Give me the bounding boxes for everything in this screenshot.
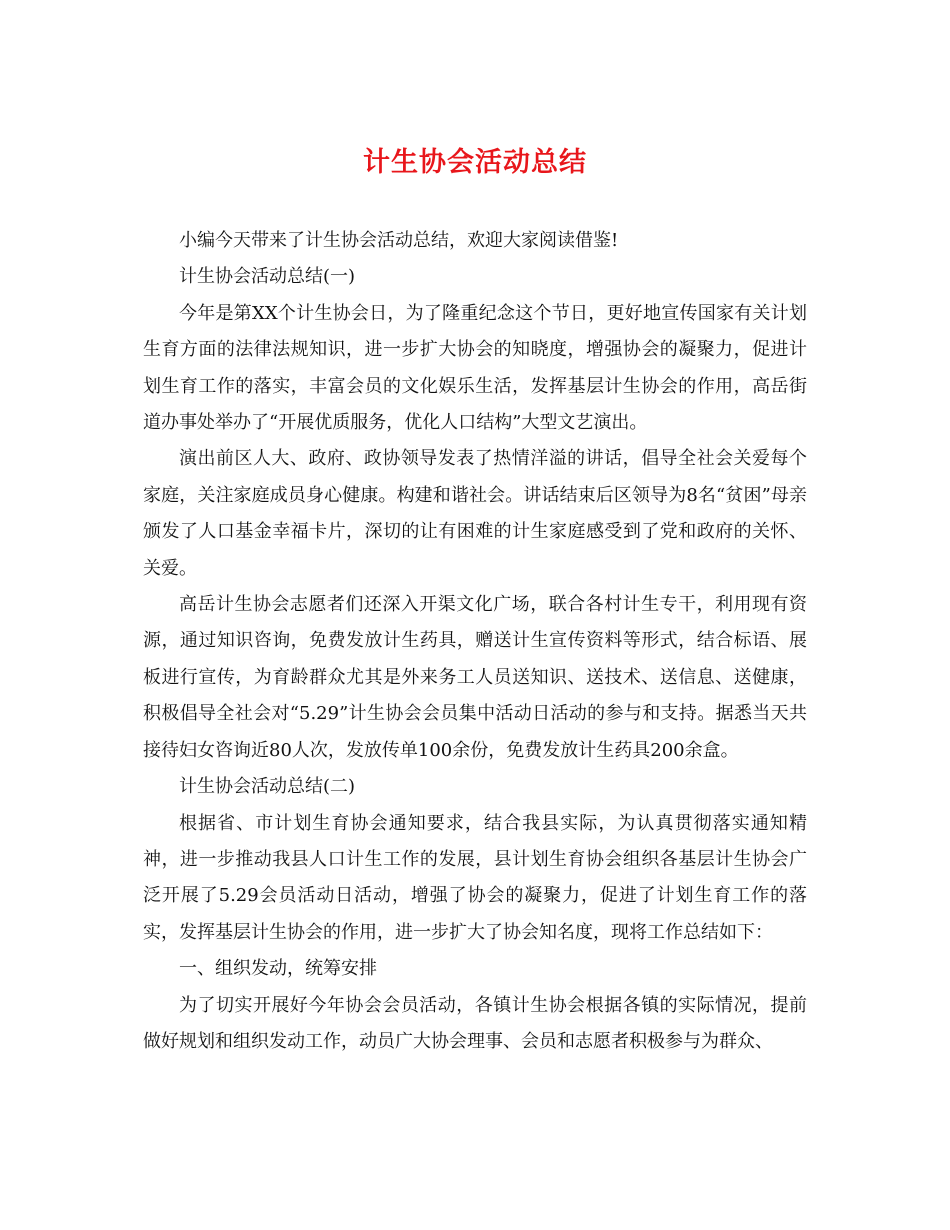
section-heading-two: 计生协会活动总结(二) (179, 776, 356, 798)
section-heading-one: 计生协会活动总结(一) (179, 266, 356, 288)
document-title: 计生协会活动总结 (363, 147, 587, 178)
paragraph-intro: 小编今天带来了计生协会活动总结，欢迎大家阅读借鉴! (179, 230, 619, 251)
document-body (143, 223, 807, 1060)
paragraph: 根据省、市计划生育协会通知要求，结合我县实际，为认真贯彻落实通知精神，进一步推动我县人口计生工作的发展，县计划生育协会组织各基层计生协会广泛开展了5.29会员活动日活动，增强了协会的凝聚力，促进了计划生育工作的落实，发挥基层计生协会的作用，进一步扩大了协会知名度，现将工作总结如下： (143, 812, 807, 943)
paragraph: 为了切实开展好今年协会会员活动，各镇计生协会根据各镇的实际情况，提前做好规划和组织发动工作，动员广大协会理事、会员和志愿者积极参与为群众、 (143, 994, 807, 1052)
paragraph: 今年是第XX个计生协会日，为了隆重纪念这个节日，更好地宣传国家有关计划生育方面的法律法规知识，进一步扩大协会的知晓度，增强协会的凝聚力，促进计划生育工作的落实，丰富会员的文化娱乐生活，发挥基层计生协会的作用，高岳街道办事处举办了“开展优质服务，优化人口结构”大型文艺演出。 (143, 302, 807, 434)
subheading: 一、组织发动，统筹安排 (179, 958, 377, 980)
paragraph: 高岳计生协会志愿者们还深入开渠文化广场，联合各村计生专干，利用现有资源，通过知识咨询，免费发放计生药具，赠送计生宣传资料等形式，结合标语、展板进行宣传，为育龄群众尤其是外来务工人员送知识、送技术、送信息、送健康，积极倡导全社会对“5.29”计生协会会员集中活动日活动的参与和支持。据悉当天共接待妇女咨询近80人次，发放传单100余份，免费发放计生药具200余盒。 (143, 594, 807, 761)
paragraph: 演出前区人大、政府、政协领导发表了热情洋溢的讲话，倡导全社会关爱每个家庭，关注家庭成员身心健康。构建和谐社会。讲话结束后区领导为8名“贫困”母亲颁发了人口基金幸福卡片，深切的让有困难的计生家庭感受到了党和政府的关怀、关爱。 (143, 448, 807, 579)
